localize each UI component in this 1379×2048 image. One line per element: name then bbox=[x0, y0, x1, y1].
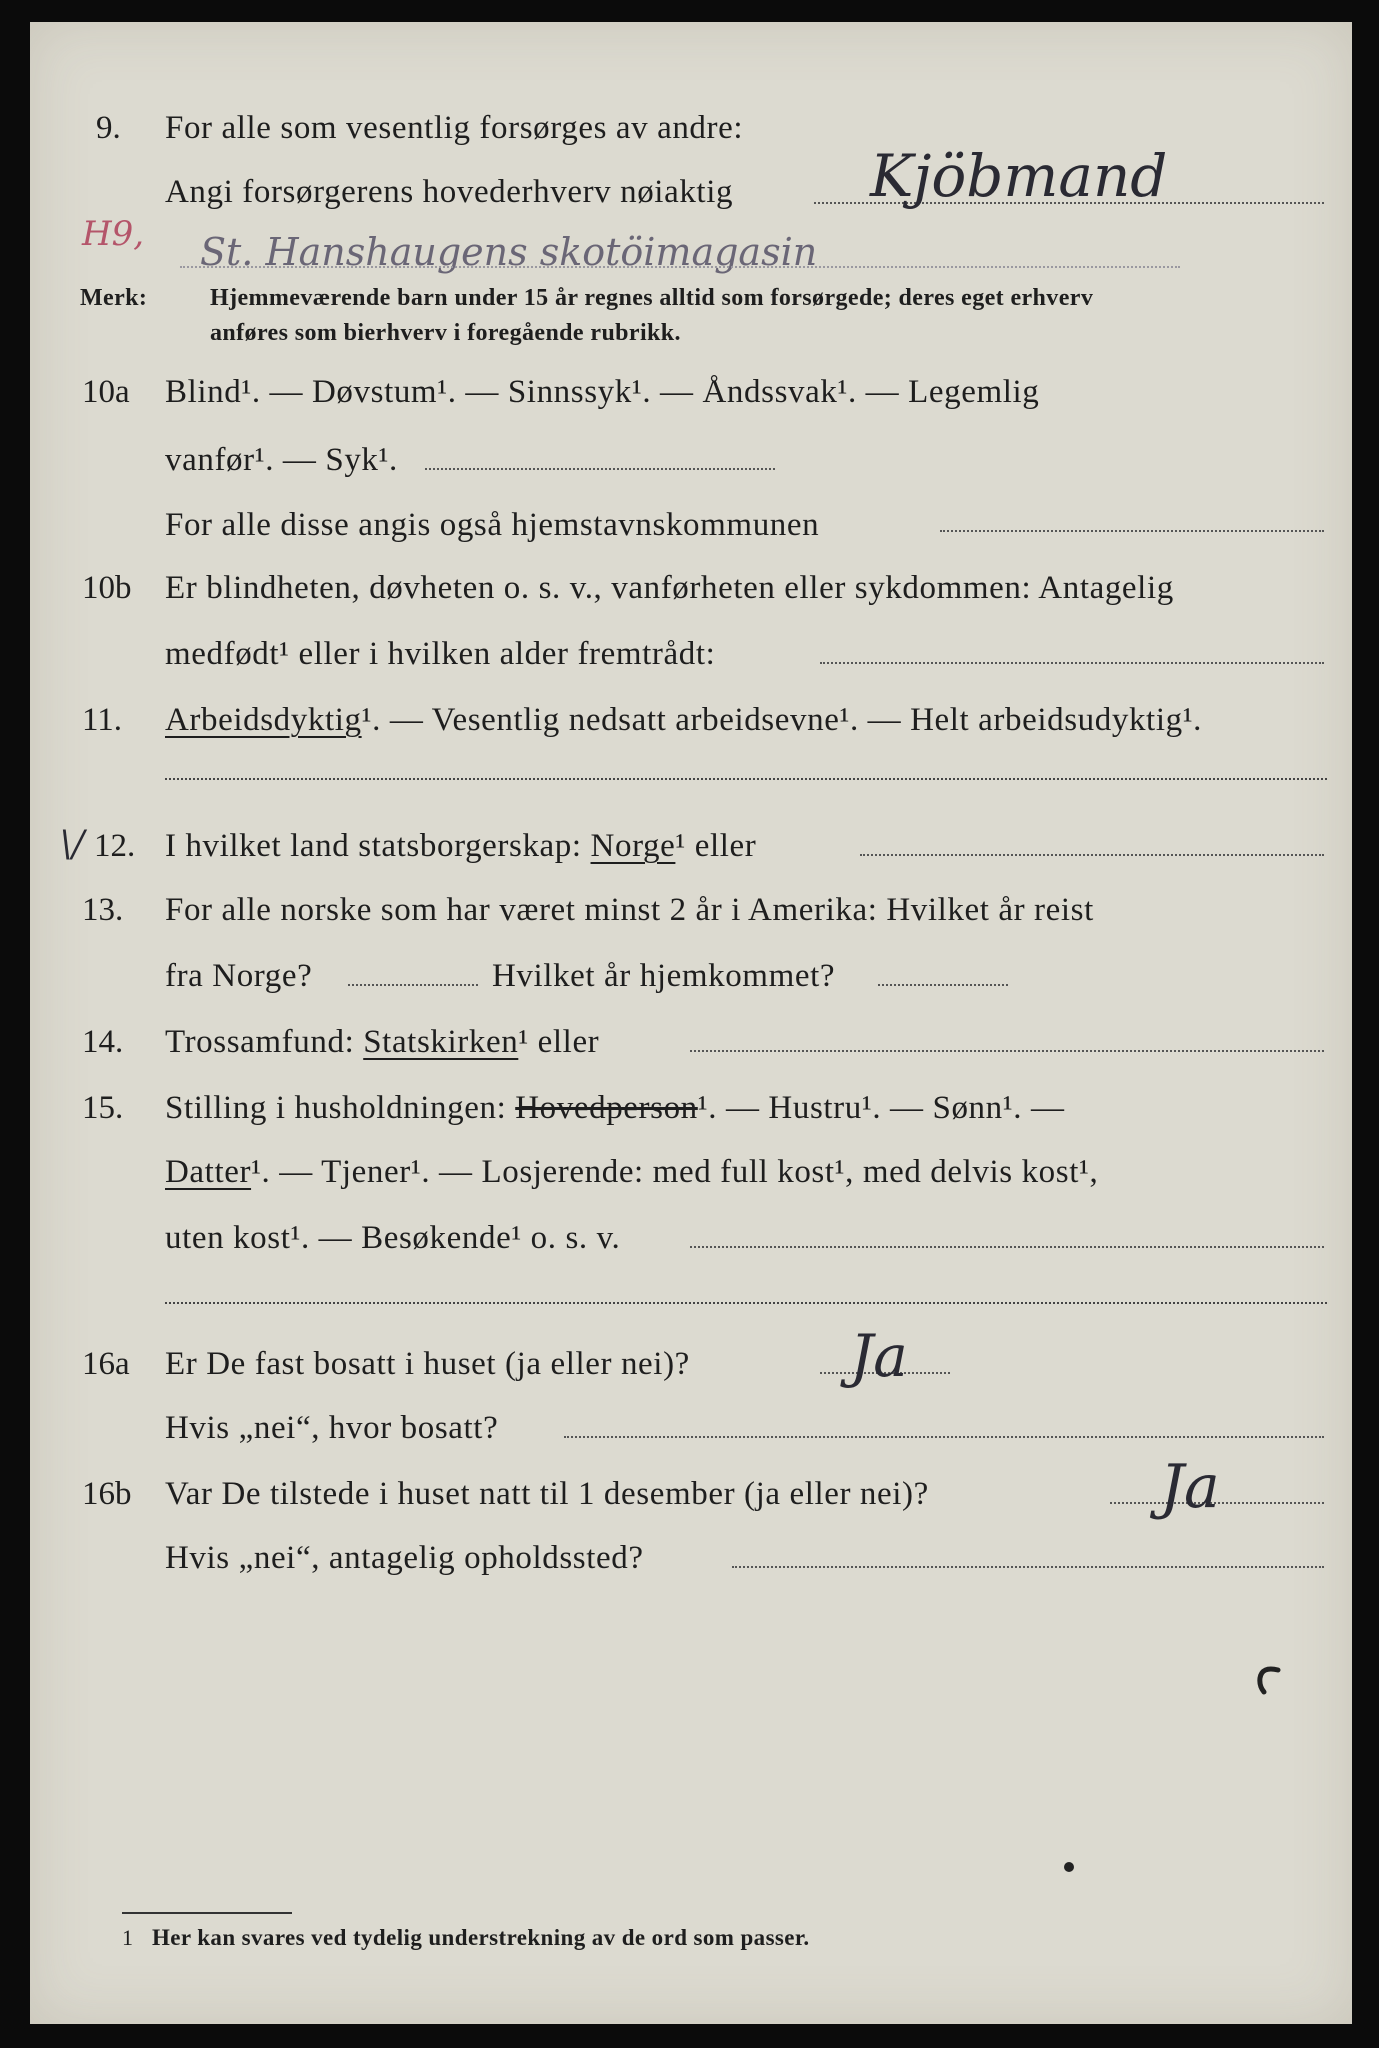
q15-line3: uten kost¹. — Besøkende¹ o. s. v. bbox=[165, 1220, 621, 1256]
q9-number: 9. bbox=[96, 110, 121, 146]
q10b-line2: medfødt¹ eller i hvilken alder fremtrådt: bbox=[165, 636, 716, 672]
q15-line1-rest: ¹. — Hustru¹. — Sønn¹. — bbox=[697, 1090, 1065, 1126]
q15-question: Stilling i husholdningen: bbox=[165, 1090, 507, 1126]
footnote-marker: 1 bbox=[122, 1925, 134, 1950]
q14-number: 14. bbox=[82, 1024, 124, 1060]
q13-line2a: fra Norge? bbox=[165, 958, 313, 994]
q12-number: 12. bbox=[94, 828, 136, 864]
q16a-number: 16a bbox=[82, 1346, 130, 1382]
q10b-line2-blank bbox=[820, 662, 1324, 664]
q15-line2 bbox=[165, 1152, 1098, 1192]
q9-margin-mark: H9, bbox=[82, 214, 145, 254]
q15-line2-rest: ¹. — Tjener¹. — Losjerende: med full kost¹, med delvis kost¹, bbox=[251, 1154, 1099, 1190]
q15-struck-option: Hovedperson bbox=[515, 1090, 698, 1126]
q9-answer2-handwritten: St. Hanshaugens skotöimagasin bbox=[200, 230, 818, 274]
q13-year-returned-blank bbox=[878, 984, 1008, 986]
footnote-text: Her kan svares ved tydelig understrekning av de ord som passer. bbox=[152, 1925, 810, 1950]
ink-dot-icon bbox=[1062, 1860, 1076, 1874]
q10a-line1: Blind¹. — Døvstum¹. — Sinnssyk¹. — Åndssvak¹. — Legemlig bbox=[165, 374, 1040, 410]
q14-blank bbox=[690, 1050, 1324, 1052]
merk-label: Merk: bbox=[80, 285, 148, 311]
q16b-number: 16b bbox=[82, 1476, 132, 1512]
q15-number: 15. bbox=[82, 1090, 124, 1126]
q14-underlined-answer: Statskirken bbox=[363, 1024, 519, 1060]
q12-line bbox=[165, 826, 756, 866]
q13-line1: For alle norske som har været minst 2 år i Amerika: Hvilket år reist bbox=[165, 892, 1094, 928]
q10b-line1: Er blindheten, døvheten o. s. v., vanførheten eller sykdommen: Antagelig bbox=[165, 570, 1174, 606]
q10a-line3-blank bbox=[940, 530, 1324, 532]
q16b-answer-handwritten: Ja bbox=[1160, 1452, 1220, 1522]
q12-blank bbox=[860, 854, 1324, 856]
q11-number: 11. bbox=[82, 702, 123, 738]
q14-line bbox=[165, 1022, 599, 1062]
q14-question: Trossamfund: bbox=[165, 1024, 355, 1060]
q13-number: 13. bbox=[82, 892, 124, 928]
q13-year-left-blank bbox=[348, 984, 478, 986]
q12-margin-check: \/ bbox=[60, 824, 85, 865]
q16a-line2: Hvis „nei“, hvor bosatt? bbox=[165, 1410, 499, 1446]
q9-answer-handwritten: Kjöbmand bbox=[870, 142, 1168, 210]
q12-question: I hvilket land statsborgerskap: bbox=[165, 828, 582, 864]
q13-line2b: Hvilket år hjemkommet? bbox=[492, 958, 836, 994]
q11-line bbox=[165, 700, 1202, 740]
q15-line1 bbox=[165, 1088, 1065, 1128]
q15-blank bbox=[690, 1246, 1324, 1248]
q12-rest: ¹ eller bbox=[675, 828, 757, 864]
census-form-page bbox=[30, 22, 1352, 2024]
q10a-line2-blank bbox=[425, 468, 775, 470]
q16b-line2: Hvis „nei“, antagelig opholdssted? bbox=[165, 1540, 644, 1576]
q10a-line2: vanfør¹. — Syk¹. bbox=[165, 442, 398, 478]
q12-underlined-answer: Norge bbox=[590, 828, 676, 864]
q9-answer2-line bbox=[180, 266, 1180, 268]
merk-line1: Hjemmeværende barn under 15 år regnes alltid som forsørgede; deres eget erhverv bbox=[210, 285, 1094, 311]
q11-rest: ¹. — Vesentlig nedsatt arbeidsevne¹. — Helt arbeidsudyktig¹. bbox=[361, 702, 1203, 738]
ink-mark-icon bbox=[1250, 1662, 1290, 1702]
merk-line2: anføres som bierhverv i foregående rubrikk. bbox=[210, 320, 681, 346]
q16b-line1: Var De tilstede i huset natt til 1 desember (ja eller nei)? bbox=[165, 1476, 929, 1512]
q10a-number: 10a bbox=[82, 374, 130, 410]
q10b-number: 10b bbox=[82, 570, 132, 606]
q11-separator bbox=[165, 778, 1327, 780]
q11-underlined-answer: Arbeidsdyktig bbox=[165, 702, 362, 738]
q9-line1: For alle som vesentlig forsørges av andre: bbox=[165, 110, 744, 146]
q16b-line2-blank bbox=[732, 1566, 1324, 1568]
q16a-line2-blank bbox=[564, 1436, 1324, 1438]
q16a-line1: Er De fast bosatt i huset (ja eller nei)? bbox=[165, 1346, 690, 1382]
q10a-line3: For alle disse angis også hjemstavnskommunen bbox=[165, 507, 820, 543]
q15-underlined-answer: Datter bbox=[165, 1154, 252, 1190]
q9-line2: Angi forsørgerens hovederhverv nøiaktig bbox=[165, 174, 734, 210]
footnote-rule bbox=[122, 1912, 292, 1914]
q15-separator bbox=[165, 1302, 1327, 1304]
q14-rest: ¹ eller bbox=[518, 1024, 600, 1060]
q16a-answer-handwritten: Ja bbox=[850, 1322, 908, 1390]
